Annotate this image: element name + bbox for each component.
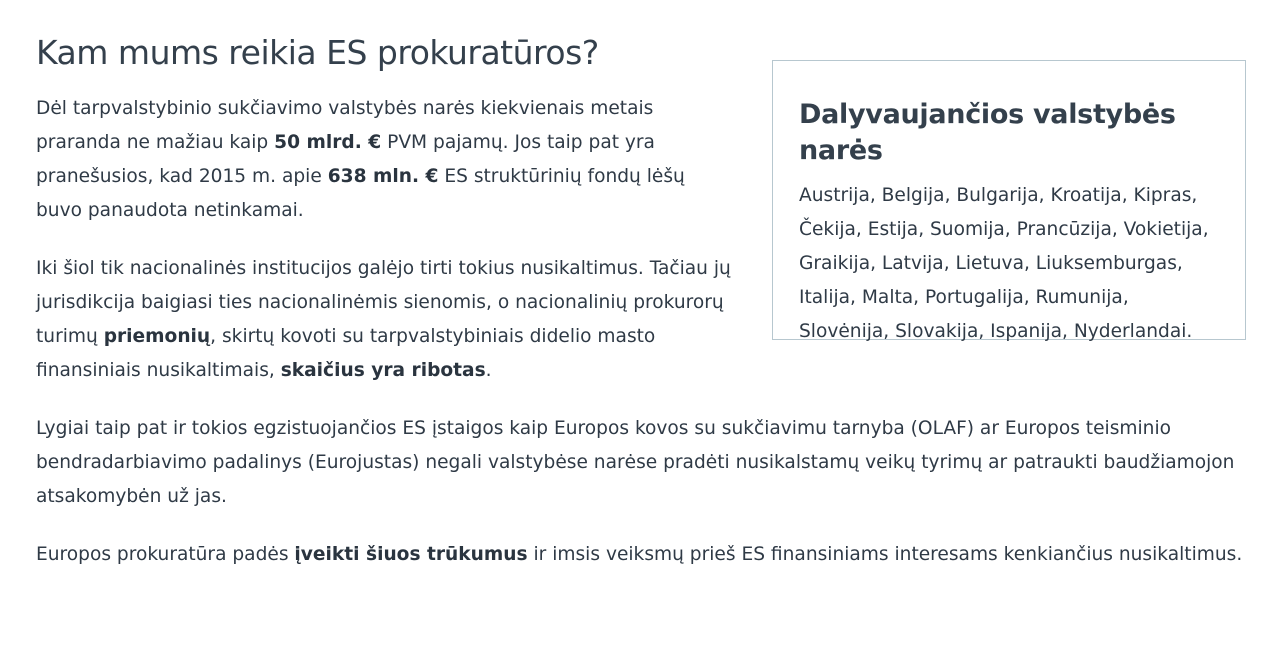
paragraph-text: PVM pajamų. Jos taip pat yra pranešusios, kad 2015 m. apie <box>36 132 655 187</box>
member-states-box <box>772 60 1246 340</box>
highlight-funds-misused: 638 mln. € <box>327 166 439 187</box>
paragraph-text: . <box>485 360 492 381</box>
paragraph-text: , skirtų kovoti su tarpvalstybiniais didelio masto finansiniais nusikaltimais, <box>36 326 656 381</box>
article <box>36 0 1246 596</box>
paragraph-text: Iki šiol tik nacionalinės institucijos galėjo tirti tokius nusikaltimus. Tačiau jų jurisdikcija baigiasi ties nacionalinėmis sienomis, o nacionalinių prokurorų turimų <box>36 258 731 347</box>
paragraph-text: Europos prokuratūra padės <box>36 544 295 565</box>
paragraph-text: Lygiai taip pat ir tokios egzistuojančios ES įstaigos kaip Europos kovos su sukčiavimu tarnyba (OLAF) ar Europos teisminio bendradarbiavimo padalinys (Eurojustas) negali valstybėse narėse pradėti nusikalstamų veikų tyrimų ar patraukti baudžiamojon atsakomybėn už jas. <box>36 418 1235 507</box>
highlight-limited-number: skaičius yra ribotas <box>280 360 486 381</box>
member-states-title: Dalyvaujančios valstybės narės <box>799 99 1176 166</box>
paragraph-eppo-role <box>36 538 1246 572</box>
member-states-list: Austrija, Belgija, Bulgarija, Kroatija, Kipras, Čekija, Estija, Suomija, Prancūzija, Vokietija, Graikija, Latvija, Lietuva, Liuksemburgas, Italija, Malta, Portugalija, Rumunija, Slovėnija, Slovakija, Ispanija, Nyderlandai. <box>799 185 1209 342</box>
page-title: Kam mums reikia ES prokuratūros? <box>36 33 599 72</box>
highlight-tools: priemonių <box>103 326 211 347</box>
paragraph-text: ir imsis veiksmų prieš ES finansiniams interesams kenkiančius nusikaltimus. <box>527 544 1243 565</box>
paragraph-text: Dėl tarpvalstybinio sukčiavimo valstybės narės kiekvienais metais praranda ne mažiau kaip <box>36 98 654 153</box>
highlight-vat-loss: 50 mlrd. € <box>274 132 382 153</box>
highlight-overcome-gaps: įveikti šiuos trūkumus <box>294 544 528 565</box>
paragraph-text: ES struktūrinių fondų lėšų buvo panaudota netinkamai. <box>36 166 685 221</box>
paragraph-eu-bodies <box>36 412 1246 514</box>
paragraph-fraud-losses <box>36 92 686 228</box>
